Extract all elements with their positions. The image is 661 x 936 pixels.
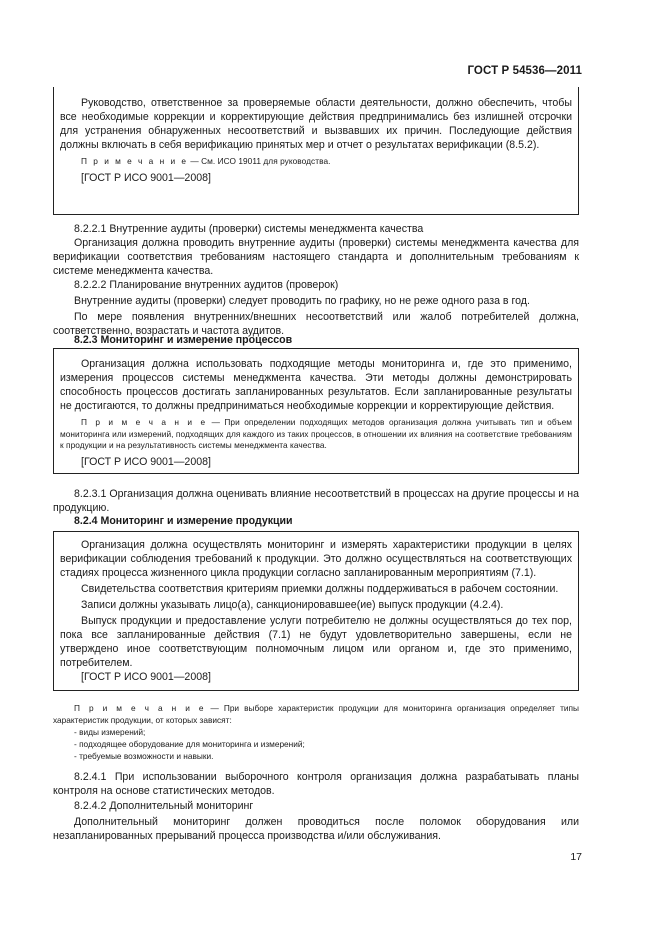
section-text: Организация должна проводить внутренние аудиты (проверки) системы менеджмента качества для верификации соответствия требованиям настоящего стандарта и дополнительным требованиям к системе менеджмента качества. — [53, 237, 579, 277]
box-note — [60, 156, 572, 168]
section-8221 — [53, 222, 579, 278]
section-heading: 8.2.2.1 Внутренние аудиты (проверки) системы менеджмента качества — [74, 223, 424, 235]
quoted-requirement-box — [53, 348, 579, 474]
box-paragraph: Организация должна использовать подходящие методы мониторинга и, где это применимо, измерения процессов системы менеджмента качества. Эти методы должны демонстрировать способность процессов достигать запланированных результатов. Если запланированные результаты не достигаются, то должны предприниматься необходимые коррекции и корректирующие действия. — [60, 358, 572, 412]
section-text: 8.2.3.1 Организация должна оценивать влияние несоответствий в процессах на другие процессы и на продукцию. — [53, 488, 579, 514]
section-824 — [53, 514, 579, 528]
reference: [ГОСТ Р ИСО 9001—2008] — [81, 455, 211, 468]
box-paragraph: Записи должны указывать лицо(а), санкционировавшее(ие) выпуск продукции (4.2.4). — [81, 599, 504, 611]
document-code: ГОСТ Р 54536—2011 — [467, 65, 582, 77]
quoted-requirement-box — [53, 531, 579, 691]
note-text: — См. ИСО 19011 для руководства. — [190, 156, 331, 166]
section-heading: 8.2.3 Мониторинг и измерение процессов — [74, 334, 293, 346]
section-8241 — [53, 770, 579, 798]
box-paragraph: Свидетельства соответствия критериям приемки должны поддерживаться в рабочем состоянии. — [81, 583, 559, 595]
section-text: 8.2.4.1 При использовании выборочного контроля организация должна разрабатывать планы контроля на основе статистических методов. — [53, 771, 579, 797]
section-text: По мере появления внутренних/внешних несоответствий или жалоб потребителей должна, соответственно, возрастать и частота аудитов. — [53, 311, 579, 337]
section-heading: 8.2.2.2 Планирование внутренних аудитов (проверок) — [74, 279, 339, 291]
note-text: — При выборе характеристик продукции для мониторинга организация определяет типы характеристик продукции, от которых зависят: — [53, 703, 580, 725]
box-paragraph: Руководство, ответственное за проверяемые области деятельности, должно обеспечить, чтобы все необходимые коррекции и корректирующие действия предпринимались без излишней отсрочки для устранения обнаруженных несоответствий и вызвавших их причин. Последующие действия должны включать в себя верификацию принятых мер и отчет о результатах верификации (8.5.2). — [60, 97, 572, 151]
section-text: Дополнительный мониторинг должен проводиться после поломок оборудования или незапланированных прерываний процесса производства и/или обслуживания. — [53, 816, 579, 842]
page-number: 17 — [570, 851, 582, 863]
section-8231 — [53, 487, 579, 515]
note-text: — При определении подходящих методов организация должна учитывать тип и объем мониторинга или измерений, подходящих для каждого из таких процессов, в отношении их влияния на соответствие требованиям к продукции и на результативность системы менеджмента качества. — [60, 417, 573, 450]
note-paragraph — [53, 702, 579, 726]
note-824 — [53, 702, 579, 762]
list-item: - требуемые возможности и навыки. — [74, 751, 214, 761]
box-paragraph: Организация должна осуществлять мониторинг и измерять характеристики продукции в целях верификации соблюдения требований к продукции. Это должно осуществляться на соответствующих стадиях процесса жизненного цикла продукции согласно запланированным мероприятиям (7.1). — [60, 539, 572, 579]
list-item: - виды измерений; — [74, 727, 146, 737]
section-8242 — [53, 799, 579, 843]
section-8222 — [53, 278, 579, 338]
section-heading: 8.2.4.2 Дополнительный мониторинг — [74, 800, 254, 812]
reference: [ГОСТ Р ИСО 9001—2008] — [81, 671, 211, 683]
quoted-requirement-box — [53, 87, 579, 215]
section-heading: 8.2.4 Мониторинг и измерение продукции — [74, 515, 293, 527]
section-823 — [53, 333, 579, 347]
box-paragraph: Выпуск продукции и предоставление услуги потребителю не должны осуществляться до тех пор, пока все запланированные действия (7.1) не будут удовлетворительно завершены, если не утверждено иное соответствующим полномочным лицом или органом и, где это применимо, потребителем. — [60, 615, 572, 669]
box-note — [60, 417, 572, 452]
list-item: - подходящее оборудование для мониторинга и измерений; — [74, 739, 305, 749]
note-label: П р и м е ч а н и е — [81, 417, 208, 427]
reference: [ГОСТ Р ИСО 9001—2008] — [81, 171, 211, 184]
note-label: П р и м е ч а н и е — [81, 156, 189, 166]
section-text: Внутренние аудиты (проверки) следует проводить по графику, но не реже одного раза в год. — [74, 295, 530, 307]
note-label: П р и м е ч а н и е — [74, 703, 206, 713]
